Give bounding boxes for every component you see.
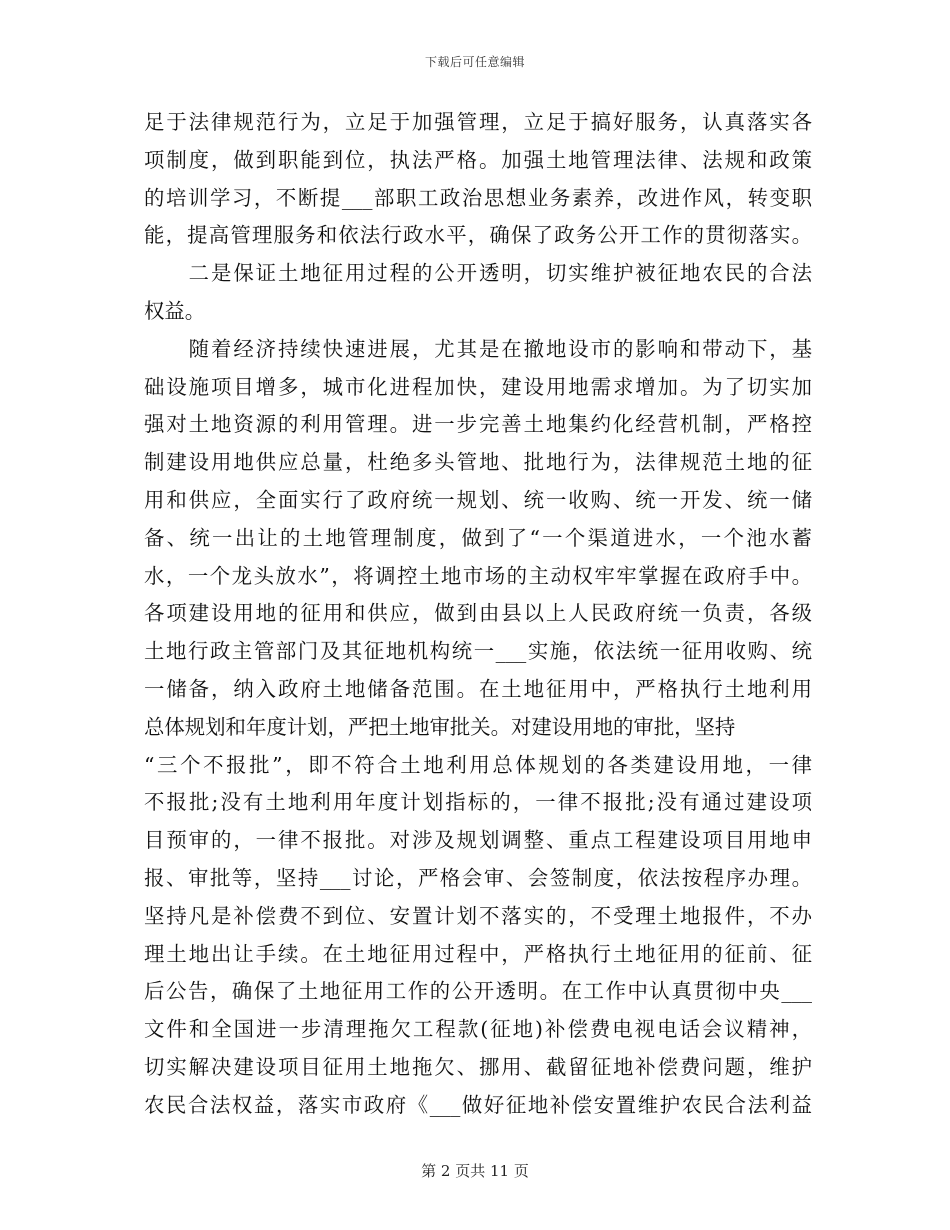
text-line: 目预审的，一律不报批。对涉及规划调整、重点工程建设项目用地申	[144, 828, 812, 853]
text-line: 足于法律规范行为，立足于加强管理，立足于搞好服务，认真落实各	[144, 110, 812, 134]
text-line: 制建设用地供应总量，杜绝多头管地、批地行为，法律规范土地的征	[144, 450, 812, 475]
text-line: 权益。	[144, 298, 206, 323]
text-line: 报、审批等，坚持___讨论，严格会审、会签制度，依法按程序办理。	[144, 865, 812, 890]
text-line: 后公告，确保了土地征用工作的公开透明。在工作中认真贯彻中央___	[144, 979, 812, 1004]
text-line: 各项建设用地的征用和供应，做到由县以上人民政府统一负责，各级	[144, 601, 812, 626]
text-line: 总体规划和年度计划，严把土地审批关。对建设用地的审批，坚持	[144, 714, 736, 739]
text-line: 强对土地资源的利用管理。进一步完善土地集约化经营机制，严格控	[144, 412, 812, 437]
text-line: 项制度，做到职能到位，执法严格。加强土地管理法律、法规和政策	[144, 147, 812, 172]
page-header: 下载后可任意编辑	[424, 55, 525, 69]
text-line: 用和供应，全面实行了政府统一规划、统一收购、统一开发、统一储	[144, 487, 812, 512]
text-line: 能，提高管理服务和依法行政水平，确保了政务公开工作的贯彻落实。	[144, 223, 812, 248]
text-line: 础设施项目增多，城市化进程加快，建设用地需求增加。为了切实加	[144, 374, 812, 399]
text-line: 备、统一出让的土地管理制度，做到了“一个渠道进水，一个池水蓄	[144, 525, 812, 550]
text-line: 土地行政主管部门及其征地机构统一___实施，依法统一征用收购、统	[144, 639, 812, 664]
text-line: 文件和全国进一步清理拖欠工程款(征地)补偿费电视电话会议精神，	[144, 1017, 812, 1042]
page-footer: 第 2 页共 11 页	[421, 1162, 529, 1180]
text-line: 坚持凡是补偿费不到位、安置计划不落实的，不受理土地报件，不办	[144, 903, 812, 928]
body-text	[144, 104, 812, 1125]
text-line: “三个不报批”，即不符合土地利用总体规划的各类建设用地，一律	[144, 752, 812, 777]
text-line: 水，一个龙头放水”，将调控土地市场的主动权牢牢掌握在政府手中。	[144, 563, 812, 588]
text-line: 农民合法权益，落实市政府《___做好征地补偿安置维护农民合法利益	[144, 1092, 812, 1117]
text-line: 理土地出让手续。在土地征用过程中，严格执行土地征用的征前、征	[144, 941, 812, 966]
text-line: 切实解决建设项目征用土地拖欠、挪用、截留征地补偿费问题，维护	[144, 1054, 812, 1079]
text-line: 的培训学习，不断提___部职工政治思想业务素养，改进作风，转变职	[144, 185, 812, 210]
text-line: 不报批;没有土地利用年度计划指标的，一律不报批;没有通过建设项	[144, 790, 812, 815]
text-line: 一储备，纳入政府土地储备范围。在土地征用中，严格执行土地利用	[144, 676, 812, 701]
text-line: 随着经济持续快速进展，尤其是在撤地设市的影响和带动下，基	[144, 336, 812, 361]
text-line: 二是保证土地征用过程的公开透明，切实维护被征地农民的合法	[144, 261, 812, 286]
